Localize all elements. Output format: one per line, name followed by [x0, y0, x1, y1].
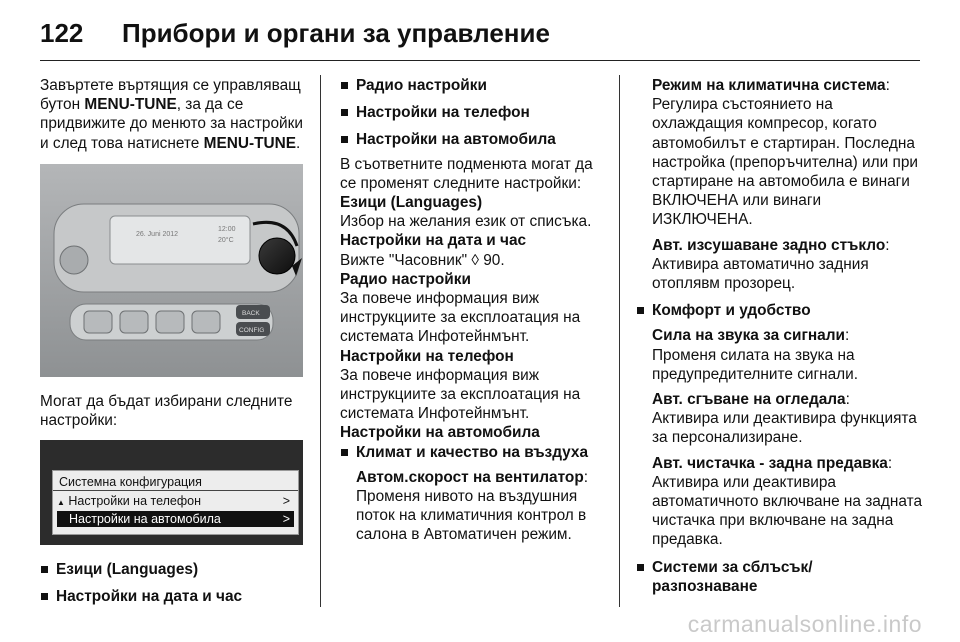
rear-wiper-heading: Авт. чистачка - задна предавка: [652, 454, 888, 472]
bullet-date-time: [40, 587, 308, 606]
bullet-text: Климат и качество на въздуха: [356, 443, 589, 461]
rear-defog-heading: Авт. изсушаване задно стъкло: [652, 236, 886, 254]
system-config-screen: [40, 440, 303, 545]
rear-wiper-block: Авт. чистачка - задна предавка: Активира или деактивира автоматичното включване на задната чистачка при включване на задна предавка.: [652, 454, 923, 549]
climate-mode-block: Режим на климатична система: Регулира състоянието на охлаждащия компресор, когато автомобилът е стартиран. Последна настройка (препоръчителна) или при стартиране на автомобила е винаги ВКЛЮЧЕНА или винаги ИЗКЛЮЧЕНА.: [636, 76, 922, 230]
rear-defog-text: Активира автоматично задния отоплявм прозорец.: [652, 255, 869, 293]
bullet-square-icon: [41, 593, 48, 600]
bullet-square-icon: [341, 109, 348, 116]
header-rule: [40, 60, 920, 61]
fan-text: Променя нивото на въздушния поток на климатичния контрол в салона в Автоматичен режим.: [356, 488, 587, 544]
column-3: [636, 76, 922, 596]
display-time: 12:00: [218, 225, 236, 233]
screen-title-rule: [53, 490, 298, 491]
screen-item-label-selected: Настройки на автомобила: [69, 512, 221, 527]
rear-defog-block: Авт. изсушаване задно стъкло: Активира автоматично задния отоплявм прозорец.: [636, 236, 922, 294]
fan-heading: Автом.скорост на вентилатор: [356, 468, 584, 486]
bullet-text: Настройки на телефон: [356, 104, 530, 122]
screen-title: Системна конфигурация: [59, 475, 202, 490]
infotainment-photo: [40, 164, 303, 377]
column-2: [340, 76, 608, 545]
watermark: carmanualsonline.info: [687, 611, 922, 637]
bullet-vehicle: [340, 130, 608, 149]
display-temp: 20°C: [218, 236, 234, 244]
datetime-heading: Настройки на дата и час: [340, 232, 527, 250]
can-select-text: Могат да бъдат избирани следните настройки:: [40, 392, 293, 430]
config-button-label: CONFIG: [239, 326, 265, 334]
radio-heading: Радио настройки: [340, 270, 471, 288]
bullet-square-icon: [341, 449, 348, 456]
rear-wiper-text: Активира или деактивира автоматичното включване на задната чистачка при включване на задна предавка.: [652, 473, 923, 549]
datetime-text: Вижте "Часовник" ◊ 90.: [340, 251, 505, 269]
bullet-text: Езици (Languages): [56, 561, 199, 579]
intro-text-mid: , за да се придвижите до менюто за настройки и след това натиснете: [40, 96, 303, 152]
fan-speed-block: Автом.скорост на вентилатор: Променя нивото на въздушния поток на климатичния контрол в салона в Автоматичен режим.: [340, 468, 608, 545]
intro-paragraph: [40, 76, 308, 153]
menu-tune-label-2: MENU-TUNE: [203, 134, 296, 152]
up-arrow-icon: ▲: [57, 498, 65, 508]
climate-mode-heading: Режим на климатична система: [652, 77, 886, 94]
bullet-text: Радио настройки: [356, 77, 487, 94]
bullet-text: Настройки на дата и час: [56, 588, 243, 606]
chime-heading: Сила на звука за сигнали: [652, 327, 845, 345]
climate-mode-text: Регулира състоянието на охлаждащия компресор, когато автомобилът е стартиран. Последна настройка (препоръчителна) или при стартиране на автомобила е винаги ВКЛЮЧЕНА или винаги ИЗКЛЮЧЕНА.: [652, 96, 918, 229]
intro-text-end: .: [295, 134, 301, 152]
chime-text: Променя силата на звука на предупредителните сигнали.: [652, 346, 859, 383]
menu-tune-label: MENU-TUNE: [84, 96, 177, 114]
radio-text: За повече информация виж инструкциите за експлоатация на системата Инфотейнмънт.: [340, 290, 581, 346]
bullet-square-icon: [341, 82, 348, 89]
bullet-text: Системи за сблъсък/ разпознаване: [652, 558, 813, 595]
bullet-phone: [340, 103, 608, 122]
column-divider-1: [320, 75, 321, 607]
infotainment-panel-illustration: [40, 164, 303, 377]
screen-item-vehicle-settings[interactable]: [57, 511, 294, 527]
page-number: 122: [40, 18, 84, 48]
mirror-heading: Авт. сгъване на огледала: [652, 391, 846, 409]
bullet-text: Комфорт и удобство: [652, 302, 811, 320]
chevron-right-icon: >: [282, 512, 290, 527]
chime-block: Сила на звука за сигнали: Променя силата на звука на предупредителните сигнали.: [636, 326, 922, 384]
bullet-square-icon: [637, 307, 644, 314]
bullet-languages: [40, 560, 308, 579]
bullet-climate: [340, 443, 608, 462]
bullet-comfort: [636, 301, 922, 320]
page-header: [40, 18, 920, 54]
languages-text: Избор на желания език от списъка.: [340, 213, 592, 231]
submenu-text: В съответните подменюта могат да се променят следните настройки:: [340, 155, 593, 192]
intro-text: Завъртете въртящия се управляващ бутон: [40, 77, 301, 114]
screen-item-label: Настройки на телефон: [68, 494, 202, 509]
vehicle-heading: Настройки на автомобила: [340, 424, 540, 442]
phone-heading: Настройки на телефон: [340, 347, 514, 365]
phone-text: За повече информация виж инструкциите за експлоатация на системата Инфотейнмънт.: [340, 366, 581, 423]
languages-heading: Езици (Languages): [340, 194, 483, 212]
page-title: Прибори и органи за управление: [122, 18, 550, 48]
bullet-radio: [340, 76, 608, 95]
chevron-right-icon: >: [282, 494, 290, 509]
screen-item-phone-settings[interactable]: [57, 493, 294, 509]
mirror-text: Активира или деактивира функцията за персонализиране.: [652, 410, 917, 447]
display-date: 26. Juni 2012: [136, 230, 179, 238]
column-divider-2: [619, 75, 620, 607]
screen-display: [52, 470, 299, 535]
back-button-label: BACK: [242, 309, 260, 317]
bullet-text: Настройки на автомобила: [356, 131, 556, 149]
bullet-square-icon: [41, 566, 48, 573]
column-1: [40, 76, 308, 607]
bullet-collision: [636, 558, 922, 596]
bullet-square-icon: [637, 564, 644, 571]
mirror-block: Авт. сгъване на огледала: Активира или деактивира функцията за персонализиране.: [636, 390, 922, 448]
bullet-square-icon: [341, 136, 348, 143]
